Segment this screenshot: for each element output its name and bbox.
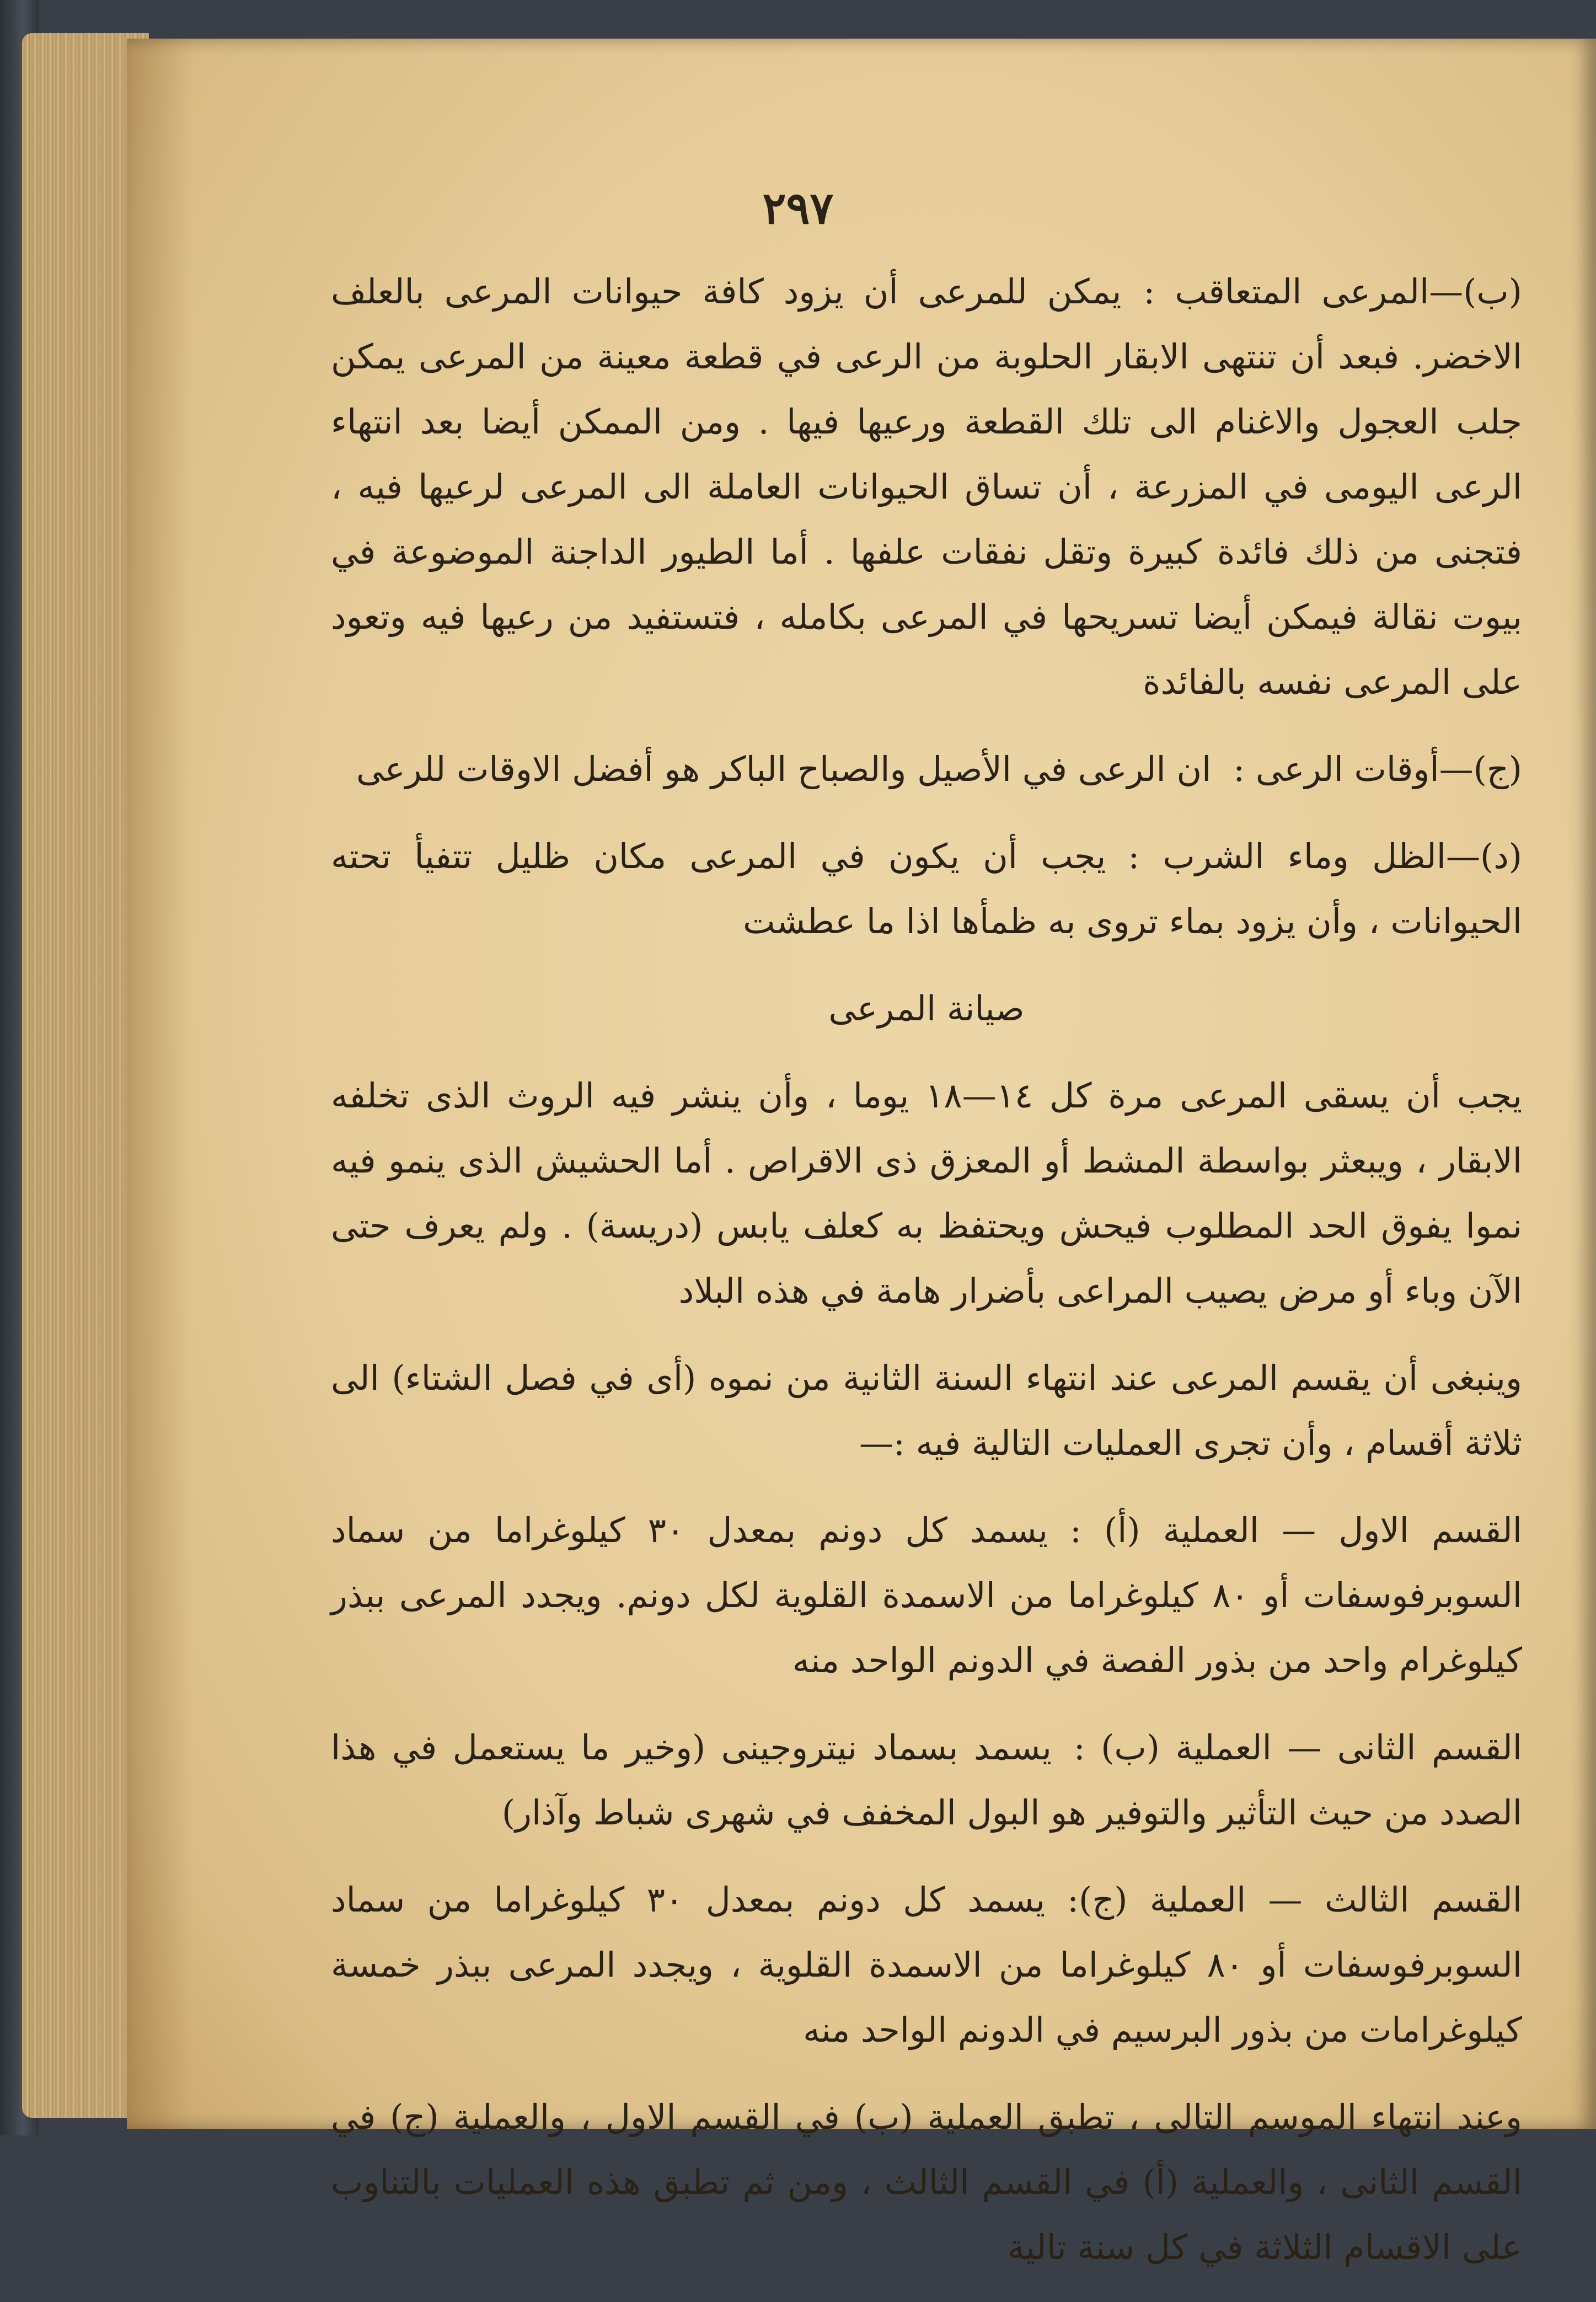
paragraph-rotational-pasture bbox=[331, 259, 1522, 715]
paragraph-text: يسمد كل دونم بمعدل ٣٠ كيلوغراما من سماد السوبرفوسفات أو ٨٠ كيلوغراما من الاسمدة القلوية ، ويجدد المرعى ببذر خمسة كيلوغرامات من بذور البرسيم في الدونم الواحد منه bbox=[331, 1880, 1522, 2050]
paragraph-rotation: وعند انتهاء الموسم التالى ، تطبق العملية (ب) في القسم الاول ، والعملية (ج) في القسم الثانى ، والعملية (أ) في القسم الثالث ، ومن ثم تطبق هذه العمليات بالتناوب على الاقسام الثلاثة في كل سنة تالية bbox=[331, 2097, 1522, 2267]
paragraph-shade-water bbox=[331, 824, 1522, 954]
paragraph-label: (ج)—أوقات الرعى : bbox=[1233, 749, 1522, 789]
paragraph-section-two bbox=[331, 1715, 1522, 1845]
page-body bbox=[331, 259, 1522, 2302]
paragraph-section-one bbox=[331, 1498, 1522, 1693]
paragraph-text: ان الرعى في الأصيل والصباح الباكر هو أفضل الاوقات للرعى bbox=[356, 749, 1212, 789]
paragraph-text: يسمد كل دونم بمعدل ٣٠ كيلوغراما من سماد السوبرفوسفات أو ٨٠ كيلوغراما من الاسمدة القلوية لكل دونم. ويجدد المرعى ببذر كيلوغرام واحد من بذور الفصة في الدونم الواحد منه bbox=[331, 1510, 1522, 1680]
paragraph-maintenance: يجب أن يسقى المرعى مرة كل ١٤—١٨ يوما ، وأن ينشر فيه الروث الذى تخلفه الابقار ، ويبعثر بواسطة المشط أو المعزق ذى الاقراص . أما الحشيش الذى ينمو فيه نموا يفوق الحد المطلوب فيحش ويحتفظ به كعلف يابس (دريسة) . ولم يعرف حتى الآن وباء أو مرض يصيب المراعى بأضرار هامة في هذه البلاد bbox=[331, 1075, 1522, 1311]
gutter-shadow bbox=[127, 39, 193, 2129]
paragraph-label: (د)—الظل وماء الشرب : bbox=[1128, 836, 1522, 876]
section-heading: صيانة المرعى bbox=[828, 988, 1025, 1029]
paragraph-section-three bbox=[331, 1867, 1522, 2063]
paragraph-division: وينبغى أن يقسم المرعى عند انتهاء السنة الثانية من نموه (أى في فصل الشتاء) الى ثلاثة أقسام ، وأن تجرى العمليات التالية فيه :— bbox=[331, 1358, 1522, 1463]
paragraph-label: القسم الثالث — العملية (ج): bbox=[1067, 1880, 1522, 1920]
paragraph-label: القسم الثانى — العملية (ب) : bbox=[1073, 1727, 1522, 1768]
paragraph-label: (ب)—المرعى المتعاقب : bbox=[1143, 271, 1522, 312]
paragraph-grazing-times bbox=[331, 737, 1522, 802]
paragraph-text: يجب أن يكون في المرعى مكان ظليل تتفيأ تحته الحيوانات ، وأن يزود بماء تروى به ظمأها اذا ما عطشت bbox=[331, 836, 1522, 941]
paragraph-label: القسم الاول — العملية (أ) : bbox=[1069, 1510, 1523, 1550]
page-number: ٢٩٧ bbox=[762, 182, 834, 234]
paragraph-text: يسمد بسماد نيتروجينى (وخير ما يستعمل في هذا الصدد من حيث التأثير والتوفير هو البول المخفف في شهرى شباط وآذار) bbox=[331, 1727, 1522, 1833]
paragraph-text: يمكن للمرعى أن يزود كافة حيوانات المرعى بالعلف الاخضر. فبعد أن تنتهى الابقار الحلوبة من الرعى في قطعة معينة من المرعى يمكن جلب العجول والاغنام الى تلك القطعة ورعيها فيها . ومن الممكن أيضا بعد انتهاء الرعى اليومى في المزرعة ، أن تساق الحيوانات العاملة الى المرعى لرعيها فيه ، فتجنى من ذلك فائدة كبيرة وتقل نفقات علفها . أما الطيور الداجنة الموضوعة في بيوت نقالة فيمكن أيضا تسريحها في المرعى بكامله ، فتستفيد من رعيها فيه وتعود على المرعى نفسه بالفائدة bbox=[331, 271, 1522, 702]
